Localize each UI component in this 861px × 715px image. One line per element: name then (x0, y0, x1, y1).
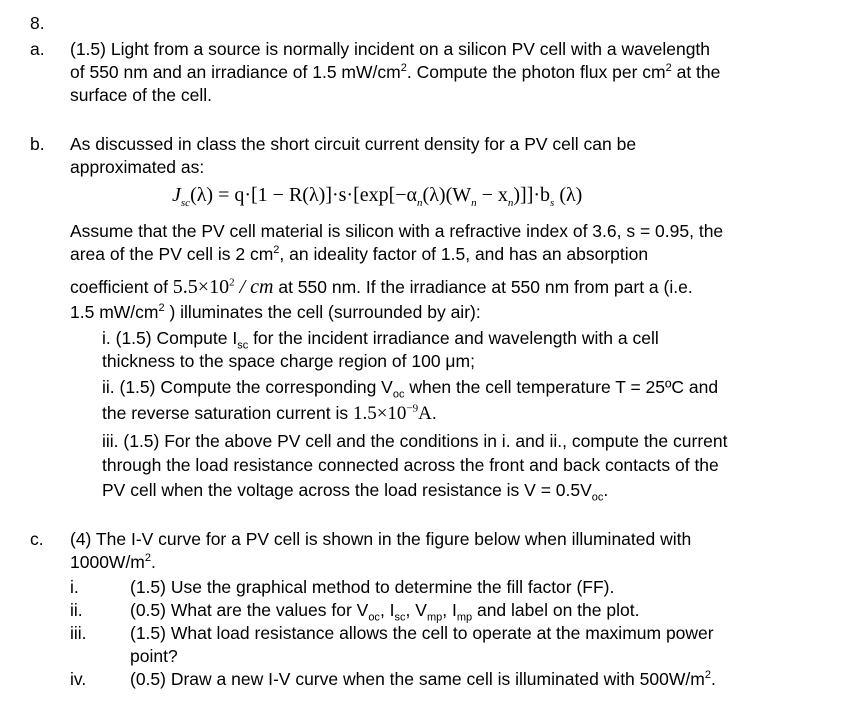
part-c-item-iii-number: iii. (70, 623, 87, 643)
part-b-sub-ii-line-1: ii. (1.5) Compute the corresponding $V_{oc}$ when the cell temperature T = 25ºC and (102, 377, 719, 401)
part-c-line-2: $1000W/m^2$. (70, 552, 156, 572)
part-b-line-5: coefficient of $5.5\times 10^2$ / cm at 550 nm. If the irradiance at 550 nm from part a (i.e. (70, 276, 693, 298)
part-b-line-3: Assume that the PV cell material is silicon with a refractive index of 3.6, s = 0.95, the (70, 221, 724, 241)
part-b-label: b. (30, 134, 45, 154)
part-c-line-1: (4) The I-V curve for a PV cell is shown in the figure below when illuminated with (70, 529, 692, 549)
part-c-item-iv-number: iv. (70, 669, 87, 689)
short-circuit-equation: $J_{sc}(\lambda) = q\cdot[1 - R(\lambda)]\cdot s\cdot[\exp[-\alpha_n(\lambda)(W_n - x_n)]]\cdot b_s$ (λ) (172, 184, 583, 209)
part-b-line-1: As discussed in class the short circuit current density for a PV cell can be (70, 134, 637, 154)
part-a-line-3: surface of the cell. (70, 85, 213, 105)
part-b-sub-iii-line-1: iii. (1.5) For the above PV cell and the conditions in i. and ii., compute the current (102, 431, 728, 451)
part-a-label: a. (30, 39, 45, 59)
part-c-item-iii-line-1: (1.5) What load resistance allows the cell to operate at the maximum power (130, 623, 714, 643)
part-b-sub-iii-line-3: PV cell when the voltage across the load resistance is $V = 0.5V_{oc}$. (102, 480, 609, 504)
part-c-item-ii-text: (0.5) What are the values for $V_{oc}$, $I_{sc}$, $V_{mp}$, $I_{mp}$ and label on the plot. (130, 600, 640, 624)
part-c-item-i-number: i. (70, 577, 79, 597)
question-number: 8. (30, 13, 45, 33)
part-a-line-1: (1.5) Light from a source is normally incident on a silicon PV cell with a wavelength (70, 39, 711, 59)
part-b-line-2: approximated as: (70, 157, 205, 177)
part-b-line-4: area of the PV cell is 2 $cm^2$, an ideality factor of 1.5, and has an absorption (70, 244, 649, 264)
part-c-label: c. (30, 529, 44, 549)
part-b-line-6: 1.5 $mW/cm^2$ ) illuminates the cell (surrounded by air): (70, 302, 481, 322)
part-c-item-iv-text: (0.5) Draw a new I-V curve when the same cell is illuminated with $500W/m^2$. (130, 669, 716, 689)
part-c-item-iii-line-2: point? (130, 646, 178, 666)
part-c-item-ii-number: ii. (70, 600, 83, 620)
part-b-sub-ii-line-2: the reverse saturation current is $1.5\times 10^{-9}A$. (102, 402, 437, 424)
part-b-sub-i-line-1: i. (1.5) Compute $I_{sc}$ for the incident irradiance and wavelength with a cell (102, 328, 659, 352)
part-a-line-2: of 550 nm and an irradiance of 1.5 $mW/cm^2$. Compute the photon flux per $cm^2$ at the (70, 62, 721, 82)
part-c-item-i-text: (1.5) Use the graphical method to determine the fill factor (FF). (130, 577, 615, 597)
part-b-sub-iii-line-2: through the load resistance connected across the front and back contacts of the (102, 455, 719, 475)
part-b-sub-i-line-2: thickness to the space charge region of 100 μm; (102, 351, 475, 371)
